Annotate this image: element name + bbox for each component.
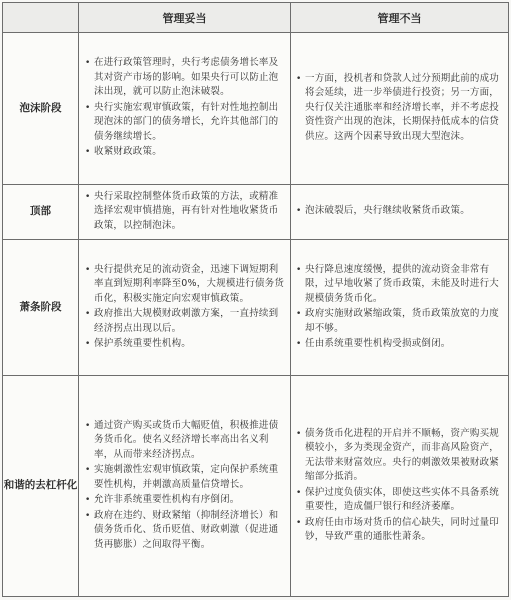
comparison-table <box>2 2 509 597</box>
list-item: • 政府任由市场对货币的信心缺失，同时过量印钞，导致严重的通胀性萧条。 <box>296 516 504 545</box>
list-item: • 央行降息速度缓慢，提供的流动资金非常有限，过早地收紧了货币政策，未能及时进行大规模债务货币化。 <box>296 263 504 307</box>
table-row-deleveraging <box>3 376 509 597</box>
list-item: • 任由系统重要性机构受损或倒闭。 <box>296 337 504 352</box>
list-item: • 收紧财政政策。 <box>85 145 286 160</box>
good-cell <box>79 376 291 597</box>
list-item: • 政府在违约、财政紧缩（抑制经济增长）和债务货币化、货币贬值、财政刺激（促进通货再膨胀）之间取得平衡。 <box>85 509 286 553</box>
good-cell <box>79 185 291 240</box>
good-list <box>79 259 290 357</box>
table-row-bubble <box>3 33 509 185</box>
good-cell <box>79 33 291 185</box>
stage-label: 萧条阶段 <box>3 240 79 376</box>
list-item: • 通过资产购买或货币大幅贬值，积极推进债务货币化。使名义经济增长率高出名义利率，从而带来经济拐点。 <box>85 419 286 463</box>
list-item: • 央行采取控制整体货币政策的方法，或精准选择宏观审慎措施，再有针对性地收紧货币政策，以控制泡沫。 <box>85 190 286 234</box>
good-list <box>79 186 290 239</box>
stage-label: 和谐的去杠杆化 <box>3 376 79 597</box>
list-item: • 政府推出大规模财政刺激方案，一直持续到经济拐点出现以后。 <box>85 307 286 336</box>
list-item: • 央行实施宏观审慎政策，有针对性地控制出现泡沫的部门的债务增长，允许其他部门的债务继续增长。 <box>85 101 286 145</box>
stage-label: 泡沫阶段 <box>3 33 79 185</box>
list-item: • 一方面，投机者和贷款人过分预期此前的成功将会延续，进一步举债进行投资；另一方面，央行仅关注通胀率和经济增长率，并不考虑投资性资产出现的泡沫，长期保持低成本的信贷供应。这两个因素导致出现大型泡沫。 <box>296 72 504 145</box>
list-item: • 央行提供充足的流动资金，迅速下调短期利率直到短期利率降至0%，大规模进行债务货币化，积极实施定向宏观审慎政策。 <box>85 263 286 307</box>
bad-list <box>291 68 508 150</box>
bad-list <box>291 200 508 224</box>
header-row <box>3 3 509 33</box>
stage-label: 顶部 <box>3 185 79 240</box>
bad-cell <box>291 376 509 597</box>
list-item: • 保护过度负债实体，即使这些实体不具备系统重要性，造成僵尸银行和经济萎靡。 <box>296 486 504 515</box>
header-stage <box>3 3 79 33</box>
list-item: • 在进行政策管理时，央行考虑债务增长率及其对资产市场的影响。如果央行可以防止泡沫出现，就可以防止泡沫破裂。 <box>85 56 286 100</box>
bad-cell <box>291 185 509 240</box>
good-list <box>79 415 290 558</box>
list-item: • 政府实施财政紧缩政策，货币政策放宽的力度却不够。 <box>296 307 504 336</box>
header-bad-management: 管理不当 <box>291 3 509 33</box>
bad-cell <box>291 33 509 185</box>
list-item: • 债务货币化进程的开启并不顺畅，资产购买规模较小，多为类现金资产，而非高风险资产，无法带来财富效应。央行的刺激效果被财政紧缩部分抵消。 <box>296 427 504 485</box>
good-list <box>79 52 290 165</box>
header-good-management: 管理妥当 <box>79 3 291 33</box>
bad-cell <box>291 240 509 376</box>
table-row-top <box>3 185 509 240</box>
list-item: • 实施刺激性宏观审慎政策，定向保护系统重要性机构，并刺激高质量信贷增长。 <box>85 463 286 492</box>
list-item: • 保护系统重要性机构。 <box>85 337 286 352</box>
table-row-depression <box>3 240 509 376</box>
bad-list <box>291 259 508 357</box>
bad-list <box>291 423 508 550</box>
list-item: • 泡沫破裂后，央行继续收紧货币政策。 <box>296 204 504 219</box>
list-item: • 允许非系统重要性机构有序倒闭。 <box>85 493 286 508</box>
good-cell <box>79 240 291 376</box>
